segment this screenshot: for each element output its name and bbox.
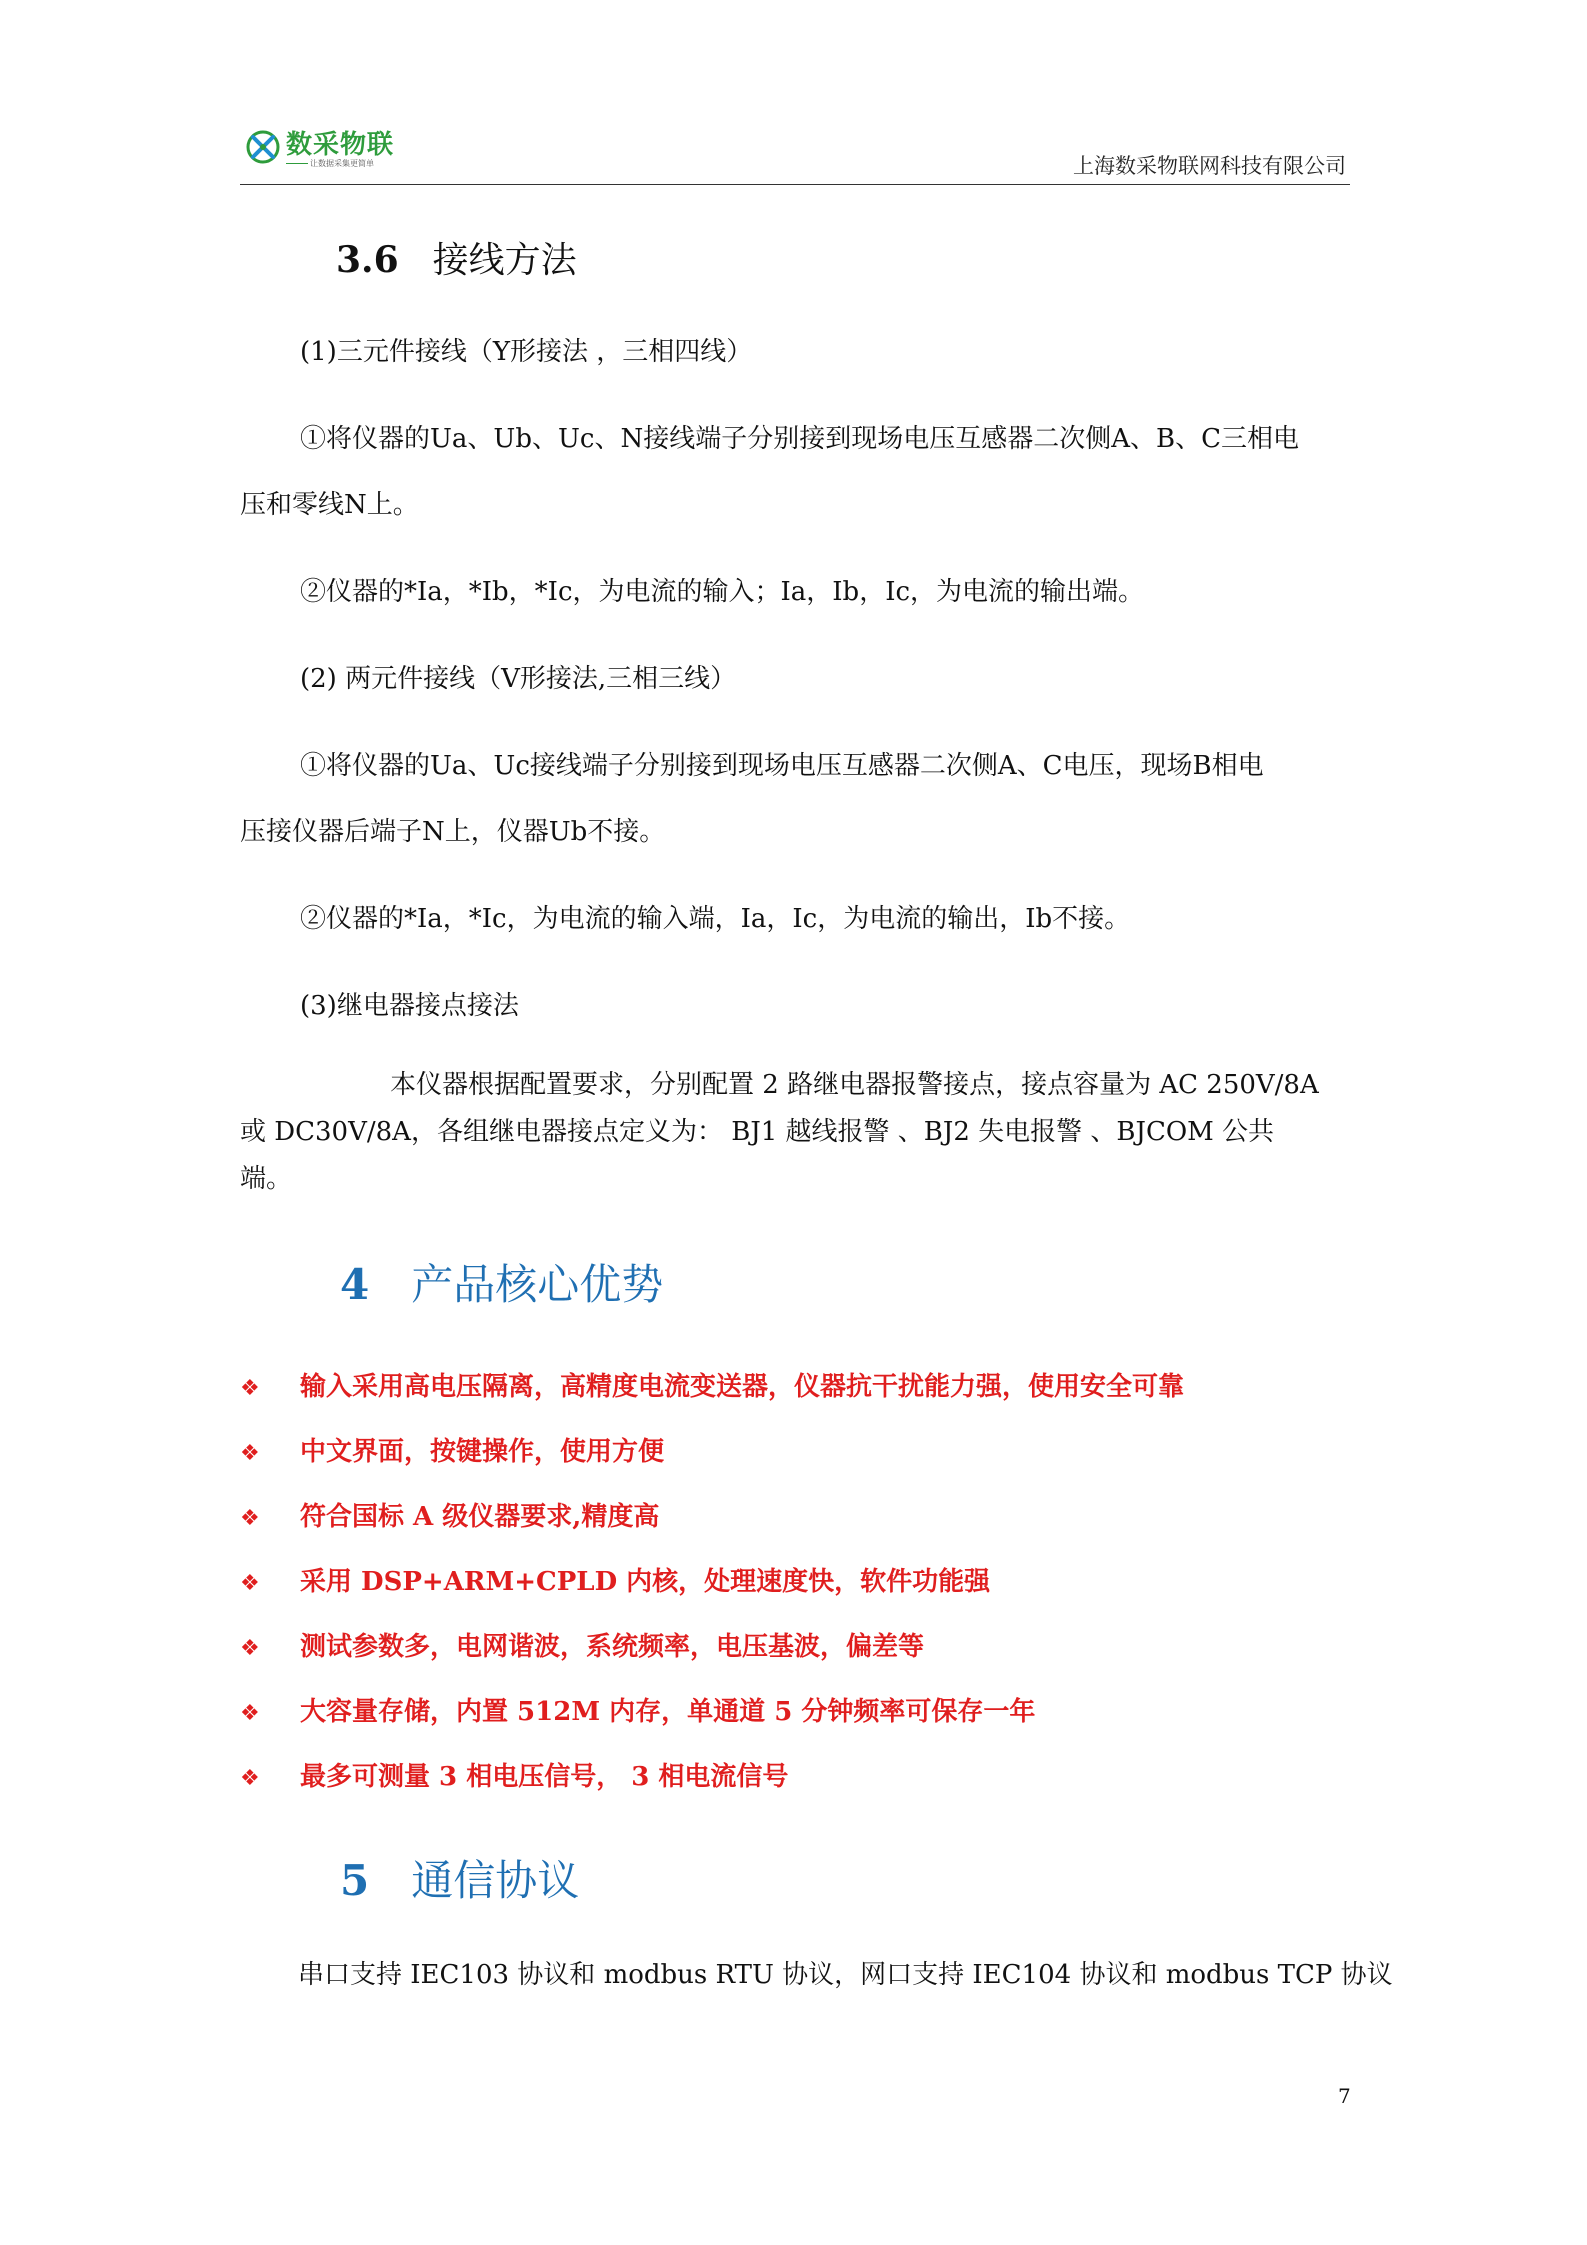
paragraph-line: (2) 两元件接线（V形接法,三相三线） bbox=[300, 664, 737, 694]
diamond-bullet-icon: ❖ bbox=[240, 1701, 260, 1726]
advantage-item bbox=[240, 1691, 1035, 1728]
paragraph-line: ②仪器的*Ia，*Ib，*Ic，为电流的输入；Ia，Ib，Ic，为电流的输出端。 bbox=[300, 577, 1145, 607]
paragraph-line: 压接仪器后端子N上，仪器Ub不接。 bbox=[240, 817, 666, 847]
section-4-heading bbox=[340, 1252, 663, 1312]
advantage-text: 测试参数多，电网谐波，系统频率，电压基波，偏差等 bbox=[300, 1632, 925, 1662]
paragraph-line: ②仪器的*Ia，*Ic，为电流的输入端，Ia，Ic，为电流的输出，Ib不接。 bbox=[300, 904, 1131, 934]
advantage-item bbox=[240, 1431, 664, 1468]
company-name: 上海数采物联网科技有限公司 bbox=[1073, 154, 1346, 178]
diamond-bullet-icon: ❖ bbox=[240, 1376, 260, 1401]
section-title: 通信协议 bbox=[411, 1856, 580, 1905]
section-title: 接线方法 bbox=[432, 240, 577, 281]
advantage-text: 符合国标 A 级仪器要求,精度高 bbox=[300, 1502, 660, 1532]
section-number: 4 bbox=[340, 1260, 370, 1309]
logo-slogan: 让数据采集更简单 bbox=[310, 159, 374, 168]
advantage-item bbox=[240, 1626, 924, 1663]
section-number: 5 bbox=[340, 1856, 370, 1905]
logo-icon bbox=[244, 126, 282, 168]
paragraph-line: (1)三元件接线（Y形接法 ，三相四线） bbox=[300, 337, 753, 367]
protocol-paragraph: 串口支持 IEC103 协议和 modbus RTU 协议，网口支持 IEC104 协议和 modbus TCP 协议 bbox=[298, 1960, 1393, 1990]
diamond-bullet-icon: ❖ bbox=[240, 1506, 260, 1531]
advantage-item bbox=[240, 1561, 990, 1598]
paragraph-line: 端。 bbox=[240, 1164, 293, 1194]
section-number: 3.6 bbox=[336, 239, 399, 281]
paragraph-line: ①将仪器的Ua、Ub、Uc、N接线端子分别接到现场电压互感器二次侧A、B、C三相电 bbox=[300, 424, 1299, 454]
diamond-bullet-icon: ❖ bbox=[240, 1766, 260, 1791]
advantage-text: 最多可测量 3 相电压信号， 3 相电流信号 bbox=[300, 1762, 789, 1792]
page-number: 7 bbox=[1338, 2084, 1351, 2108]
advantage-text: 中文界面，按键操作，使用方便 bbox=[300, 1437, 665, 1467]
paragraph-line: 或 DC30V/8A，各组继电器接点定义为： BJ1 越线报警 、BJ2 失电报警 、BJCOM 公共 bbox=[240, 1117, 1275, 1147]
paragraph-line: 压和零线N上。 bbox=[240, 490, 419, 520]
advantage-item bbox=[240, 1366, 1184, 1403]
advantage-text: 采用 DSP+ARM+CPLD 内核，处理速度快，软件功能强 bbox=[300, 1567, 991, 1597]
diamond-bullet-icon: ❖ bbox=[240, 1636, 260, 1661]
diamond-bullet-icon: ❖ bbox=[240, 1441, 260, 1466]
advantage-item bbox=[240, 1756, 788, 1793]
section-title: 产品核心优势 bbox=[411, 1260, 664, 1309]
company-logo bbox=[240, 118, 400, 174]
logo-name: 数采物联 bbox=[286, 130, 395, 160]
logo-divider bbox=[286, 163, 308, 164]
advantage-text: 大容量存储，内置 512M 内存，单通道 5 分钟频率可保存一年 bbox=[300, 1697, 1036, 1727]
paragraph-line: ①将仪器的Ua、Uc接线端子分别接到现场电压互感器二次侧A、C电压，现场B相电 bbox=[300, 751, 1264, 781]
page-header bbox=[240, 118, 1350, 185]
paragraph-line: 本仪器根据配置要求，分别配置 2 路继电器报警接点，接点容量为 AC 250V/8A bbox=[390, 1070, 1319, 1100]
section-5-heading bbox=[340, 1848, 579, 1908]
diamond-bullet-icon: ❖ bbox=[240, 1571, 260, 1596]
advantage-text: 输入采用高电压隔离，高精度电流变送器，仪器抗干扰能力强，使用安全可靠 bbox=[300, 1372, 1185, 1402]
advantage-item bbox=[240, 1496, 659, 1533]
paragraph-line: (3)继电器接点接法 bbox=[300, 991, 519, 1021]
section-3-6-heading bbox=[336, 232, 577, 283]
